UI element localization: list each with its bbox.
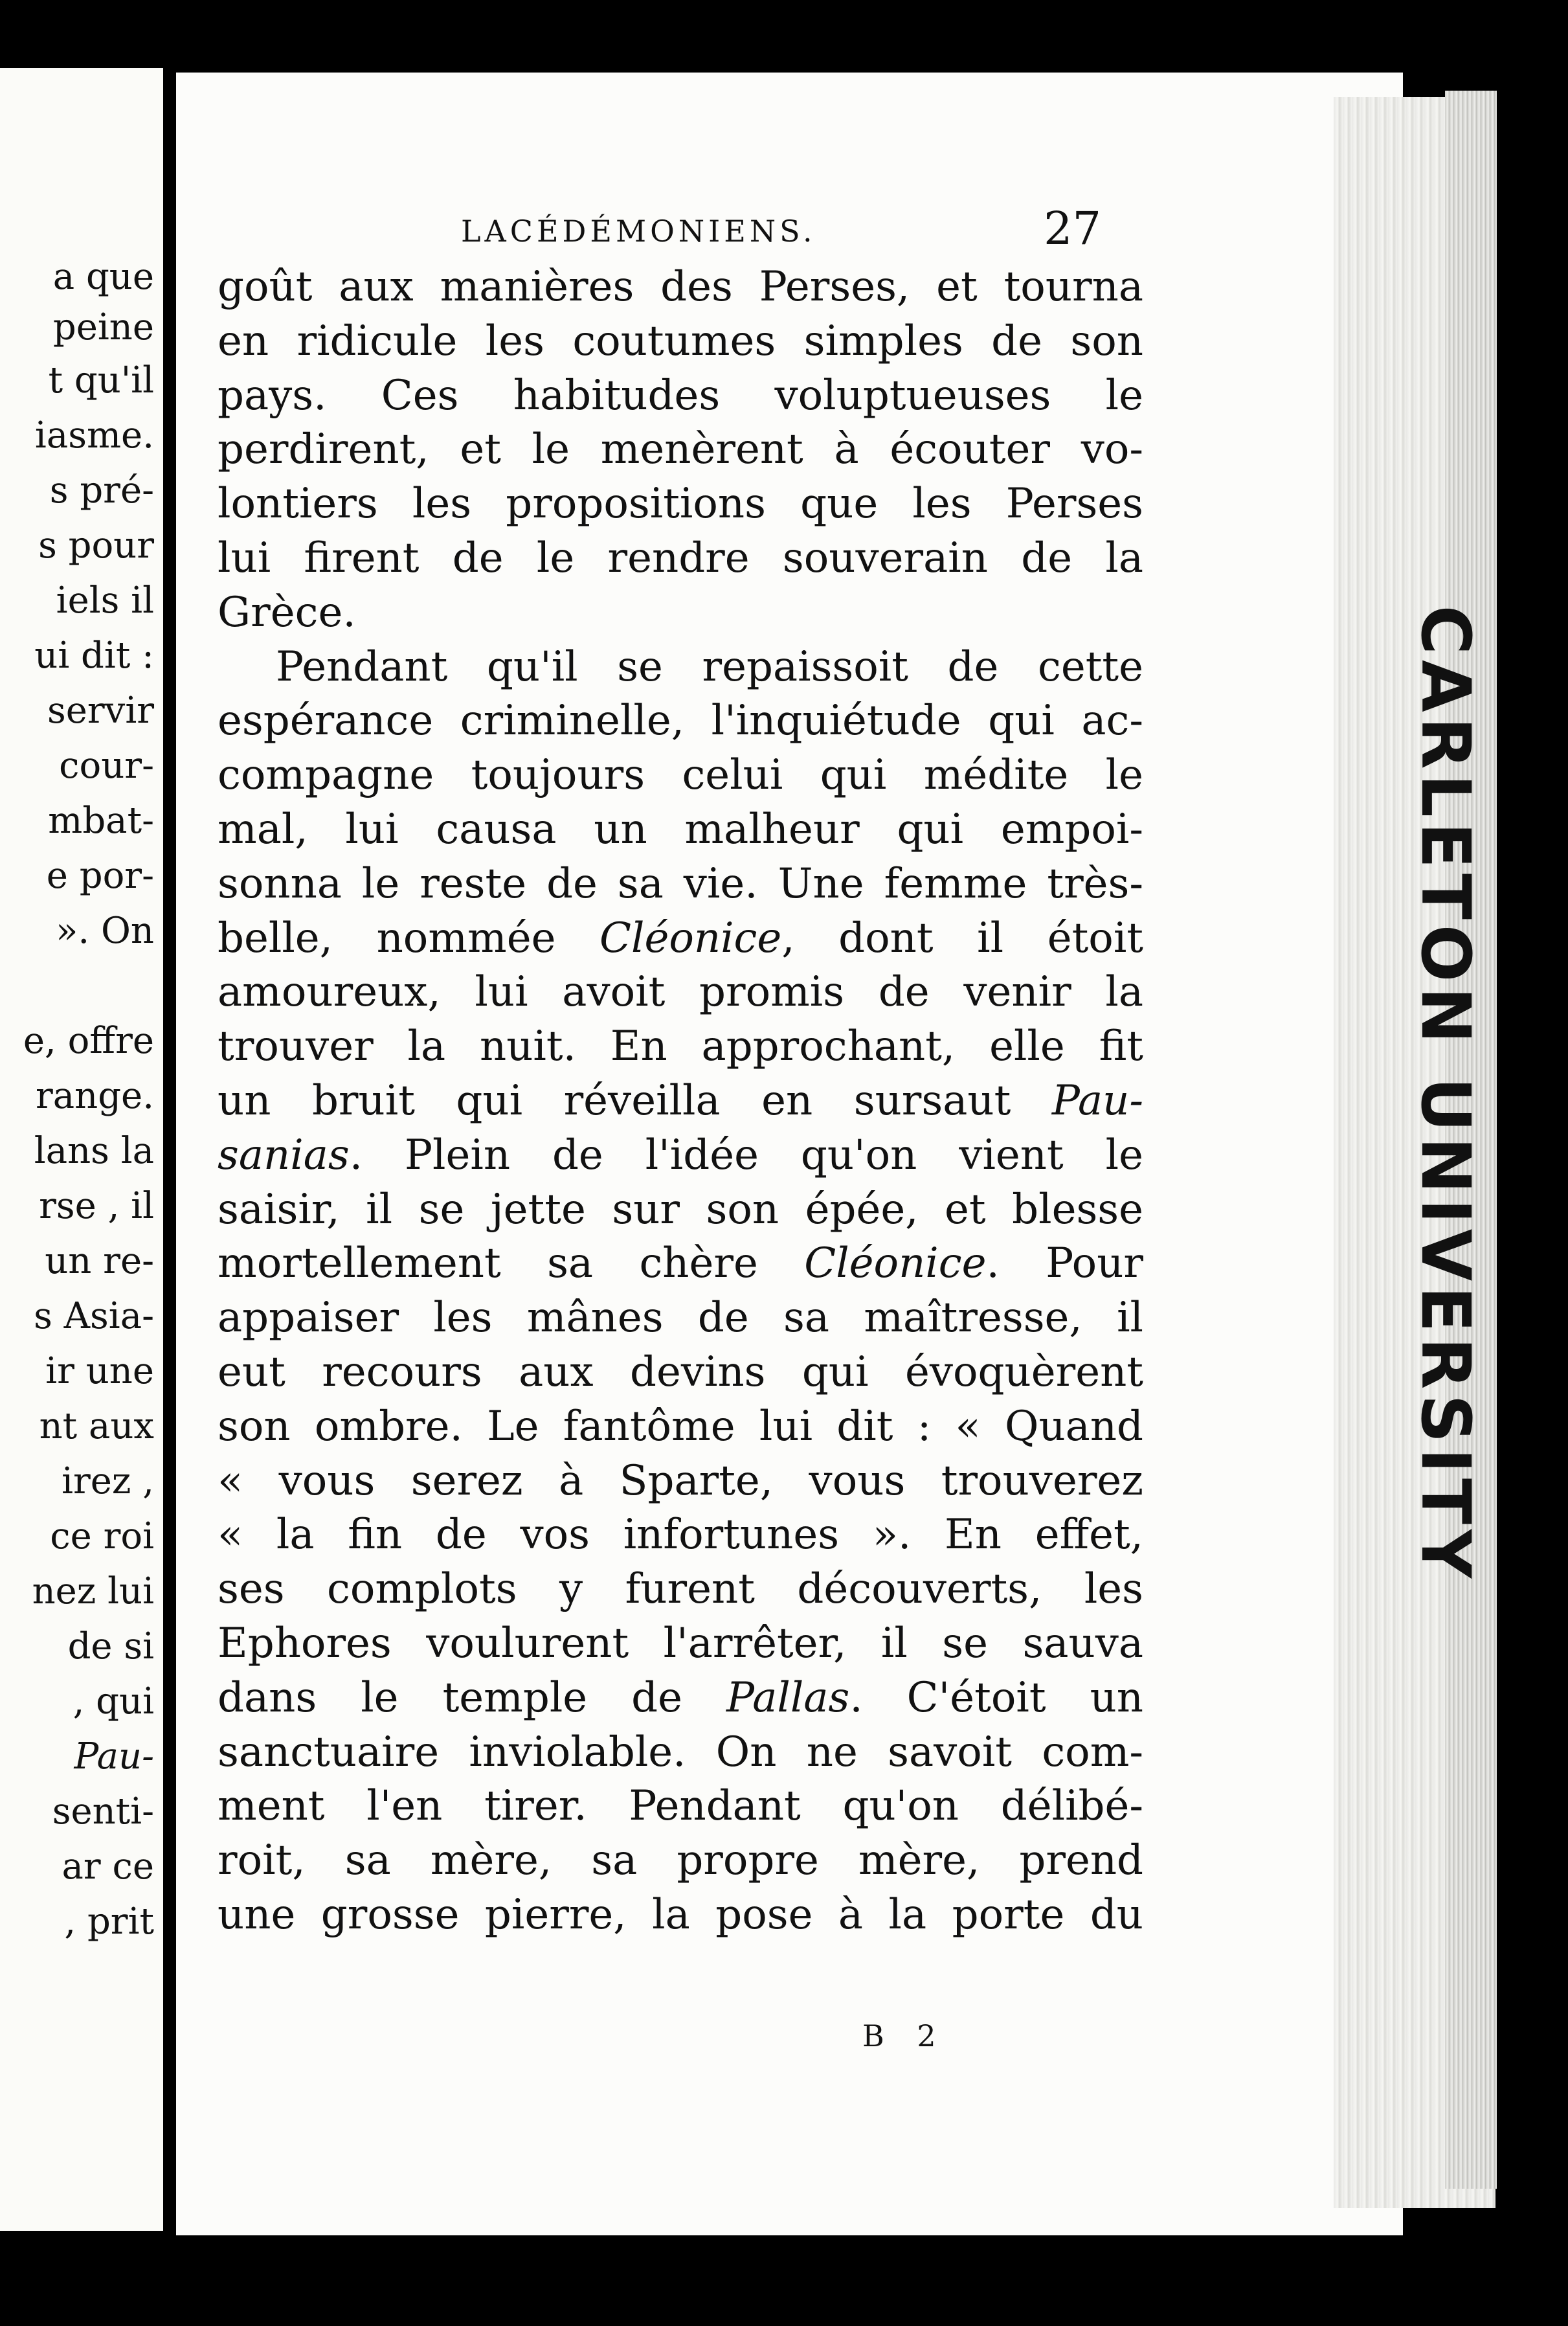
- text-line: son ombre. Le fantôme lui dit : « Quand: [218, 1402, 1143, 1451]
- text-line: eut recours aux devins qui évoquèrent: [218, 1348, 1143, 1396]
- previous-page-line: cour-: [59, 745, 154, 787]
- text-line: sanias. Plein de l'idée qu'on vient le: [218, 1131, 1143, 1179]
- body-text: [218, 260, 1143, 1943]
- previous-page-line: s pour: [38, 525, 154, 567]
- library-edge-stamp: [1404, 518, 1488, 1671]
- previous-page-line: iasme.: [34, 414, 154, 457]
- text-line: Pendant qu'il se repaissoit de cette: [276, 642, 1143, 691]
- text-line: appaiser les mânes de sa maîtresse, il: [218, 1294, 1143, 1342]
- previous-page-line: irez ,: [62, 1460, 154, 1502]
- book-page: [176, 73, 1403, 2235]
- text-line: une grosse pierre, la pose à la porte du: [218, 1890, 1143, 1939]
- text-line: dans le temple de Pallas. C'étoit un: [218, 1673, 1143, 1722]
- italic-name: sanias: [218, 1131, 350, 1179]
- previous-page-line: ». On: [56, 910, 154, 952]
- previous-page-line: ar ce: [62, 1846, 154, 1888]
- previous-page-line: iels il: [56, 580, 154, 622]
- previous-page-line: e por-: [46, 855, 154, 897]
- previous-page-line: peine: [52, 306, 154, 348]
- previous-page-line: de si: [67, 1625, 154, 1667]
- text-line: lui firent de le rendre souverain de la: [218, 534, 1143, 582]
- previous-page-fragment: [0, 68, 163, 2231]
- text-line: mal, lui causa un malheur qui empoi-: [218, 805, 1143, 853]
- text-line: sanctuaire inviolable. On ne savoit com-: [218, 1728, 1143, 1776]
- previous-page-line: s Asia-: [34, 1295, 154, 1337]
- italic-name: Cléonice: [804, 1239, 987, 1288]
- previous-page-line: ui dit :: [34, 635, 154, 677]
- library-stamp-text: CARLETON UNIVERSITY: [1406, 605, 1486, 1584]
- previous-page-line: s pré-: [49, 469, 154, 512]
- previous-page-line: a que: [52, 256, 154, 298]
- italic-name: Cléonice: [599, 914, 782, 962]
- previous-page-line: servir: [47, 690, 154, 732]
- previous-page-line: nt aux: [39, 1405, 154, 1447]
- text-line: ment l'en tirer. Pendant qu'on délibé-: [218, 1782, 1143, 1831]
- previous-page-line: ir une: [45, 1350, 154, 1392]
- text-line: mortellement sa chère Cléonice. Pour: [218, 1239, 1143, 1288]
- previous-page-line: Pau-: [74, 1735, 154, 1778]
- previous-page-line: t qu'il: [48, 359, 154, 401]
- previous-page-line: ce roi: [50, 1515, 154, 1557]
- text-line: pays. Ces habitudes voluptueuses le: [218, 371, 1143, 420]
- previous-page-line: lans la: [34, 1130, 154, 1172]
- text-line: amoureux, lui avoit promis de venir la: [218, 968, 1143, 1017]
- text-line: ses complots y furent découverts, les: [218, 1565, 1143, 1614]
- text-line: compagne toujours celui qui médite le: [218, 751, 1143, 800]
- italic-name: Pau-: [1051, 1076, 1143, 1125]
- previous-page-line: mbat-: [48, 800, 154, 842]
- text-line: Ephores voulurent l'arrêter, il se sauva: [218, 1619, 1143, 1667]
- printer-signature-mark: B 2: [862, 2018, 948, 2053]
- running-head: LACÉDÉMONIENS.: [461, 214, 816, 249]
- previous-page-line: rse , il: [39, 1185, 154, 1227]
- text-line: « la fin de vos infortunes ». En effet,: [218, 1511, 1143, 1559]
- text-line: un bruit qui réveilla en sursaut Pau-: [218, 1076, 1143, 1125]
- previous-page-line: un re-: [45, 1240, 154, 1282]
- page-number: 27: [1044, 202, 1102, 255]
- text-line: espérance criminelle, l'inquiétude qui ac-: [218, 697, 1143, 745]
- text-line: saisir, il se jette sur son épée, et blesse: [218, 1185, 1143, 1234]
- previous-page-line: nez lui: [32, 1570, 154, 1612]
- previous-page-line: e, offre: [23, 1020, 154, 1062]
- text-line: sonna le reste de sa vie. Une femme très-: [218, 859, 1143, 908]
- text-line: perdirent, et le menèrent à écouter vo-: [218, 425, 1143, 474]
- text-line: trouver la nuit. En approchant, elle fit: [218, 1022, 1143, 1071]
- book-gutter: [163, 68, 176, 2231]
- text-line: Grèce.: [218, 588, 356, 637]
- previous-page-line: senti-: [52, 1790, 154, 1833]
- previous-page-line: , prit: [64, 1901, 154, 1943]
- text-line: en ridicule les coutumes simples de son: [218, 317, 1143, 365]
- text-line: goût aux manières des Perses, et tourna: [218, 263, 1143, 311]
- text-line: belle, nommée Cléonice, dont il étoit: [218, 914, 1143, 962]
- text-line: roit, sa mère, sa propre mère, prend: [218, 1836, 1143, 1885]
- text-line: « vous serez à Sparte, vous trouverez: [218, 1456, 1143, 1505]
- previous-page-line: range.: [35, 1075, 154, 1117]
- previous-page-line: , qui: [73, 1680, 154, 1722]
- italic-name: Pallas: [726, 1673, 850, 1722]
- text-line: lontiers les propositions que les Perses: [218, 480, 1143, 528]
